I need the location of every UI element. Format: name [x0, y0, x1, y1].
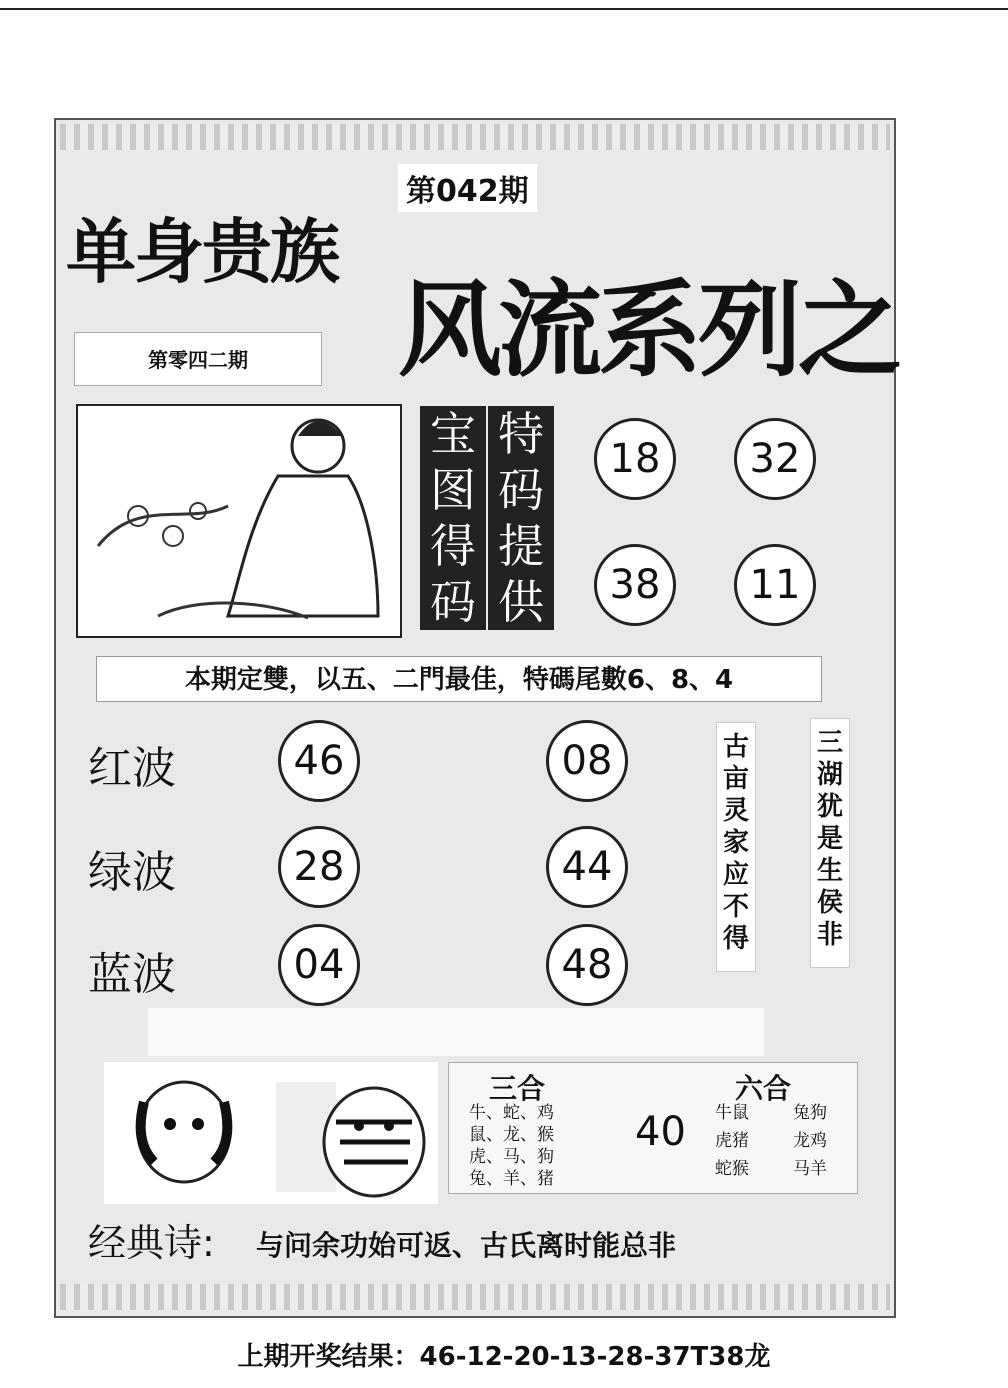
panel-title-left: 三合 [489, 1072, 546, 1105]
wave-label-red: 红波 [88, 743, 176, 794]
animal-illustrations [104, 1062, 438, 1204]
side-poem-left: 古亩灵家应不得 [716, 722, 756, 972]
tip-banner: 本期定雙，以五、二門最佳，特碼尾數6、8、4 [96, 656, 822, 702]
panel-row: 兔狗 [793, 1103, 827, 1123]
panel-title-right: 六合 [735, 1072, 792, 1105]
issue-box: 第零四二期 [74, 332, 322, 386]
side-poem-right: 三湖犹是生侯非 [810, 718, 850, 968]
number-circle: 38 [594, 544, 676, 626]
blank-band [148, 1008, 764, 1056]
panel-row: 龙鸡 [793, 1131, 827, 1151]
wave-label-blue: 蓝波 [88, 949, 176, 1000]
panel-row: 兔、羊、猪 [469, 1169, 554, 1189]
title-right: 风流系列之 [398, 269, 899, 391]
panel-row: 蛇猴 [715, 1159, 749, 1179]
number-circle: 08 [546, 720, 628, 802]
lady-figure-icon [78, 406, 400, 636]
number-circle: 32 [734, 418, 816, 500]
zodiac-panel [448, 1062, 858, 1194]
frame-pattern-top [60, 124, 890, 150]
panel-row: 马羊 [793, 1159, 827, 1179]
panel-row: 牛、蛇、鸡 [469, 1103, 554, 1123]
number-circle: 18 [594, 418, 676, 500]
top-rule [0, 8, 1008, 10]
number-circle: 11 [734, 544, 816, 626]
last-result: 上期开奖结果：46-12-20-13-28-37T38龙 [237, 1342, 771, 1372]
number-circle: 28 [278, 826, 360, 908]
poem-text: 与问余功始可返、古氏离时能总非 [256, 1229, 677, 1262]
panel-row: 鼠、龙、猴 [469, 1125, 554, 1145]
wave-label-green: 绿波 [88, 847, 176, 898]
vertical-label-a: 宝图得码 [420, 406, 486, 630]
panel-row: 虎、马、狗 [469, 1147, 554, 1167]
panel-row: 虎猪 [715, 1131, 749, 1151]
panel-row: 牛鼠 [715, 1103, 749, 1123]
dog-tiger-icon [104, 1062, 438, 1204]
number-circle: 04 [278, 924, 360, 1006]
lady-illustration [76, 404, 402, 638]
vertical-label-b: 特码提供 [488, 406, 554, 630]
number-circle: 46 [278, 720, 360, 802]
frame-pattern-bottom [60, 1284, 890, 1310]
number-circle: 44 [546, 826, 628, 908]
title-left: 单身贵族 [66, 211, 338, 293]
poem-label: 经典诗: [88, 1221, 215, 1265]
number-circle: 48 [546, 924, 628, 1006]
issue-number: 第042期 [398, 164, 537, 212]
panel-number: 40 [635, 1109, 686, 1155]
